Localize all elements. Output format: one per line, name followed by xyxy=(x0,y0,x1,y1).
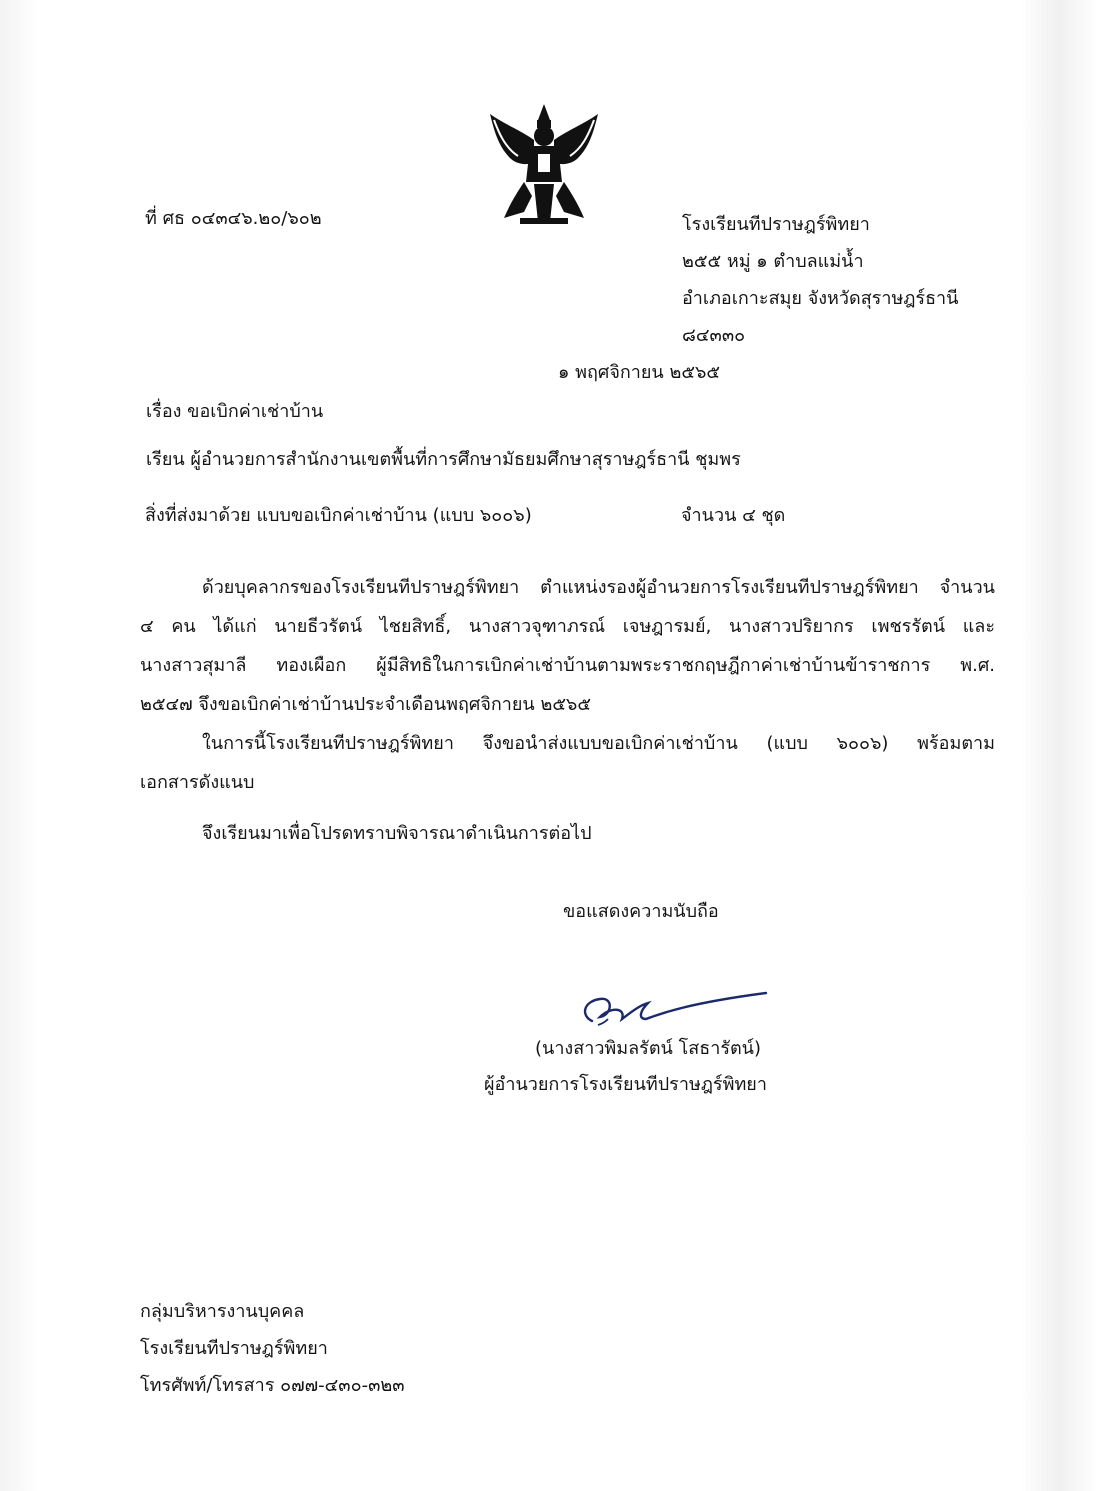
subject-line: เรื่อง ขอเบิกค่าเช่าบ้าน xyxy=(146,401,324,422)
handwritten-signature xyxy=(570,985,780,1035)
garuda-emblem-icon xyxy=(480,100,608,228)
footer-department: กลุ่มบริหารงานบุคคล xyxy=(140,1301,305,1322)
signer-title: ผู้อำนวยการโรงเรียนทีปราษฎร์พิทยา xyxy=(484,1074,767,1095)
enclosure-line xyxy=(145,503,786,529)
paragraph-line: เอกสารดังแนบ xyxy=(140,772,255,793)
salutation-line: เรียน ผู้อำนวยการสำนักงานเขตพื้นที่การศึกษามัธยมศึกษาสุราษฎร์ธานี ชุมพร xyxy=(146,449,741,470)
enclosure-quantity: จำนวน ๔ ชุด xyxy=(681,505,786,526)
address-line-postcode: ๘๔๓๓๐ xyxy=(682,325,746,346)
paragraph-line: ๔ คน ได้แก่ นายธีวรัตน์ ไชยสิทธิ์, นางสาวจุฑาภรณ์ เจษฎารมย์, นางสาวปริยากร เพชรรัตน์ และ xyxy=(140,616,995,637)
sender-address xyxy=(682,206,958,354)
paragraph-line: ในการนี้โรงเรียนทีปราษฎร์พิทยา จึงขอนำส่งแบบขอเบิกค่าเช่าบ้าน (แบบ ๖๐๐๖) พร้อมตาม xyxy=(202,733,995,754)
paragraph-line: ด้วยบุคลากรของโรงเรียนทีปราษฎร์พิทยา ตำแหน่งรองผู้อำนวยการโรงเรียนทีปราษฎร์พิทยา จำนวน xyxy=(202,577,995,598)
enclosure-text: สิ่งที่ส่งมาด้วย แบบขอเบิกค่าเช่าบ้าน (แบบ ๖๐๐๖) xyxy=(145,505,532,526)
contact-footer xyxy=(140,1293,405,1404)
footer-phone: โทรศัพท์/โทรสาร ๐๗๗-๔๓๐-๓๒๓ xyxy=(140,1375,405,1396)
closing-line: ขอแสดงความนับถือ xyxy=(563,901,719,922)
letter-date: ๑ พฤศจิกายน ๒๕๖๕ xyxy=(558,362,720,383)
signer-name: (นางสาวพิมลรัตน์ โสธารัตน์) xyxy=(535,1038,762,1059)
paragraph-line: นางสาวสุมาลี ทองเผือก ผู้มีสิทธิในการเบิกค่าเช่าบ้านตามพระราชกฤษฎีกาค่าเช่าบ้านข้าราชการ พ.ศ. xyxy=(140,655,995,676)
reference-number: ที่ ศธ ๐๔๓๔๖.๒๐/๖๐๒ xyxy=(145,208,322,229)
address-line-school: โรงเรียนทีปราษฎร์พิทยา xyxy=(682,214,870,235)
paragraph-line: จึงเรียนมาเพื่อโปรดทราบพิจารณาดำเนินการต่อไป xyxy=(202,823,592,844)
body-paragraph-2 xyxy=(140,724,995,802)
address-line-street: ๒๕๕ หมู่ ๑ ตำบลแม่น้ำ xyxy=(682,251,864,272)
address-line-district: อำเภอเกาะสมุย จังหวัดสุราษฎร์ธานี xyxy=(682,288,959,309)
body-paragraph-1 xyxy=(140,568,995,724)
footer-school: โรงเรียนทีปราษฎร์พิทยา xyxy=(140,1338,328,1359)
body-paragraph-3 xyxy=(140,814,995,853)
paragraph-line: ๒๕๔๗ จึงขอเบิกค่าเช่าบ้านประจำเดือนพฤศจิกายน ๒๕๖๕ xyxy=(140,694,591,715)
